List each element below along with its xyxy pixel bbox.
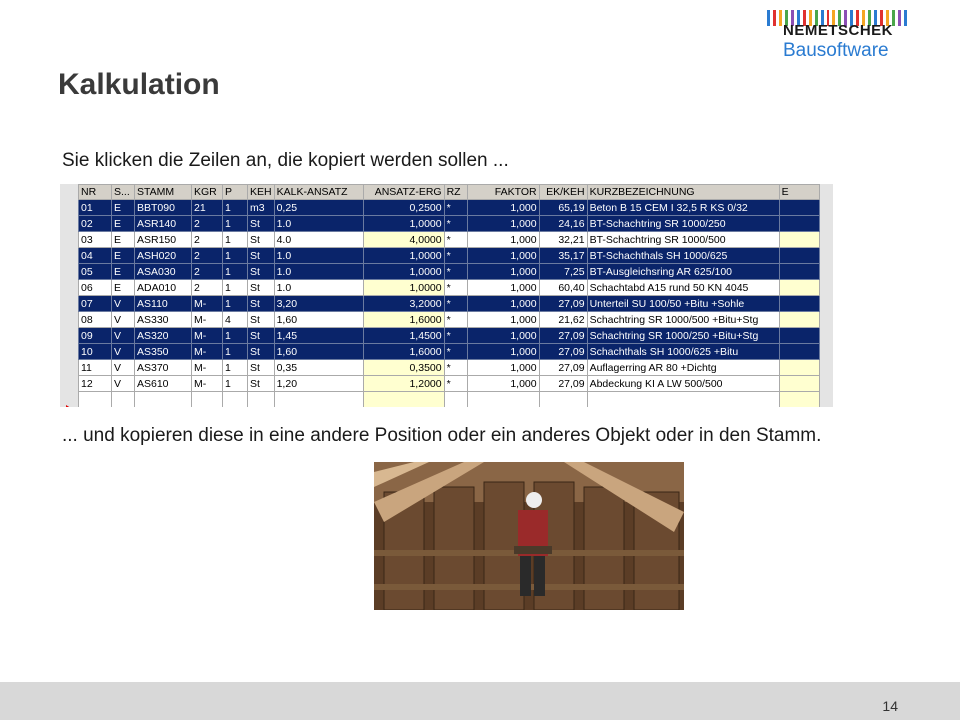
cell-extra[interactable]	[779, 280, 819, 296]
cell-extra[interactable]	[779, 216, 819, 232]
cell-s[interactable]: E	[112, 216, 135, 232]
cell-rz[interactable]: *	[444, 328, 467, 344]
cell-p[interactable]: 1	[223, 360, 248, 376]
cell-kgr[interactable]: 2	[192, 248, 223, 264]
cell-stamm[interactable]: AS350	[135, 344, 192, 360]
column-header[interactable]: NR	[79, 185, 112, 200]
cell-kgr[interactable]: M-	[192, 376, 223, 392]
cell-erg[interactable]: 1,0000	[363, 216, 444, 232]
cell-erg[interactable]: 0,3500	[363, 360, 444, 376]
table-row[interactable]	[79, 328, 820, 344]
grid-header-row	[79, 185, 820, 200]
cell-rz[interactable]: *	[444, 280, 467, 296]
cell-ek[interactable]: 27,09	[539, 344, 587, 360]
cell-erg[interactable]: 1,0000	[363, 248, 444, 264]
cell-keh[interactable]: St	[248, 280, 275, 296]
column-header[interactable]: RZ	[444, 185, 467, 200]
table-row[interactable]	[79, 264, 820, 280]
cell-extra[interactable]	[779, 360, 819, 376]
cell-nr[interactable]: 09	[79, 328, 112, 344]
column-header[interactable]: KEH	[248, 185, 275, 200]
cell-kurz[interactable]: Schachthals SH 1000/625 +Bitu	[587, 344, 779, 360]
cell-faktor[interactable]: 1,000	[467, 360, 539, 376]
page-number: 14	[882, 698, 898, 714]
cell-p[interactable]: 1	[223, 296, 248, 312]
column-header[interactable]: STAMM	[135, 185, 192, 200]
cell-s[interactable]: V	[112, 376, 135, 392]
cell-p[interactable]: 1	[223, 376, 248, 392]
cell-faktor[interactable]: 1,000	[467, 200, 539, 216]
cell-faktor[interactable]: 1,000	[467, 280, 539, 296]
table-row[interactable]	[79, 280, 820, 296]
cell-faktor[interactable]: 1,000	[467, 312, 539, 328]
empty-row	[79, 392, 820, 408]
column-header[interactable]: KGR	[192, 185, 223, 200]
cell-faktor[interactable]: 1,000	[467, 232, 539, 248]
cell-keh[interactable]: m3	[248, 200, 275, 216]
cell-kalk[interactable]: 0,25	[274, 200, 363, 216]
cell-rz[interactable]: *	[444, 248, 467, 264]
cell-kurz[interactable]: Abdeckung KI A LW 500/500	[587, 376, 779, 392]
cell-kalk[interactable]: 1,60	[274, 312, 363, 328]
cell-faktor[interactable]: 1,000	[467, 344, 539, 360]
construction-photo	[374, 462, 684, 610]
cell-stamm[interactable]: AS610	[135, 376, 192, 392]
cell-stamm[interactable]: ASA030	[135, 264, 192, 280]
cell-kalk[interactable]: 3,20	[274, 296, 363, 312]
cell-stamm[interactable]: ASR140	[135, 216, 192, 232]
nemetschek-logo	[757, 0, 911, 68]
cell-p[interactable]: 4	[223, 312, 248, 328]
cell-extra[interactable]	[779, 344, 819, 360]
column-header[interactable]: FAKTOR	[467, 185, 539, 200]
cell-rz[interactable]: *	[444, 376, 467, 392]
outro-text: ... und kopieren diese in eine andere Position oder ein anderes Objekt oder in den Stamm.	[62, 425, 822, 446]
cell-kalk[interactable]: 1.0	[274, 264, 363, 280]
cell-kurz[interactable]: Unterteil SU 100/50 +Bitu +Sohle	[587, 296, 779, 312]
cell-s[interactable]: V	[112, 344, 135, 360]
cell-kgr[interactable]: M-	[192, 360, 223, 376]
cell-s[interactable]: V	[112, 312, 135, 328]
cell-keh[interactable]: St	[248, 264, 275, 280]
cell-stamm[interactable]: AS320	[135, 328, 192, 344]
cell-keh[interactable]: St	[248, 376, 275, 392]
cell-extra[interactable]	[779, 248, 819, 264]
cell-kalk[interactable]: 0,35	[274, 360, 363, 376]
cell-s[interactable]: E	[112, 232, 135, 248]
cell-rz[interactable]: *	[444, 360, 467, 376]
cell-nr[interactable]: 05	[79, 264, 112, 280]
cell-stamm[interactable]: ASH020	[135, 248, 192, 264]
cell-keh[interactable]: St	[248, 232, 275, 248]
cell-kurz[interactable]: BT-Schachtring SR 1000/500	[587, 232, 779, 248]
column-header[interactable]: KURZBEZEICHNUNG	[587, 185, 779, 200]
cell-extra[interactable]	[779, 376, 819, 392]
logo-line2: Bausoftware	[783, 40, 889, 61]
cell-erg[interactable]: 0,2500	[363, 200, 444, 216]
cell-nr[interactable]: 02	[79, 216, 112, 232]
cell-nr[interactable]: 06	[79, 280, 112, 296]
cell-s[interactable]: E	[112, 248, 135, 264]
table-row[interactable]	[79, 216, 820, 232]
column-header[interactable]: E	[779, 185, 819, 200]
cell-kalk[interactable]: 1,45	[274, 328, 363, 344]
cell-s[interactable]: E	[112, 200, 135, 216]
cell-kurz[interactable]: BT-Schachthals SH 1000/625	[587, 248, 779, 264]
cell-kalk[interactable]: 1,60	[274, 344, 363, 360]
cell-p[interactable]: 1	[223, 344, 248, 360]
cell-kurz[interactable]: BT-Ausgleichsring AR 625/100	[587, 264, 779, 280]
intro-text: Sie klicken die Zeilen an, die kopiert werden sollen ...	[62, 150, 509, 171]
cell-faktor[interactable]: 1,000	[467, 216, 539, 232]
cell-faktor[interactable]: 1,000	[467, 264, 539, 280]
logo-bar	[779, 10, 782, 26]
column-header[interactable]: ANSATZ-ERG	[363, 185, 444, 200]
cell-ek[interactable]: 32,21	[539, 232, 587, 248]
cell-erg[interactable]: 1,6000	[363, 344, 444, 360]
logo-line1: NEMETSCHEK	[783, 22, 894, 39]
column-header[interactable]: S...	[112, 185, 135, 200]
cell-s[interactable]: V	[112, 296, 135, 312]
cell-keh[interactable]: St	[248, 344, 275, 360]
grid-table	[78, 184, 820, 407]
cell-rz[interactable]: *	[444, 296, 467, 312]
cell-rz[interactable]: *	[444, 232, 467, 248]
cell-kurz[interactable]: BT-Schachtring SR 1000/250	[587, 216, 779, 232]
cell-ek[interactable]: 24,16	[539, 216, 587, 232]
slide-footer	[0, 682, 960, 720]
cell-kgr[interactable]: M-	[192, 328, 223, 344]
cell-kurz[interactable]: Schachtring SR 1000/500 +Bitu+Stg	[587, 312, 779, 328]
cell-ek[interactable]: 65,19	[539, 200, 587, 216]
column-header[interactable]: KALK-ANSATZ	[274, 185, 363, 200]
logo-bar	[773, 10, 776, 26]
cell-nr[interactable]: 11	[79, 360, 112, 376]
table-row[interactable]	[79, 232, 820, 248]
cell-p[interactable]: 1	[223, 328, 248, 344]
cell-ek[interactable]: 27,09	[539, 328, 587, 344]
column-header[interactable]: P	[223, 185, 248, 200]
logo-bar	[898, 10, 901, 26]
cell-rz[interactable]: *	[444, 216, 467, 232]
cell-rz[interactable]: *	[444, 312, 467, 328]
cell-erg[interactable]: 3,2000	[363, 296, 444, 312]
cell-s[interactable]: E	[112, 264, 135, 280]
cell-nr[interactable]: 04	[79, 248, 112, 264]
cell-kgr[interactable]: M-	[192, 344, 223, 360]
table-row[interactable]	[79, 344, 820, 360]
cell-extra[interactable]	[779, 264, 819, 280]
cell-erg[interactable]: 1,4500	[363, 328, 444, 344]
cell-rz[interactable]: *	[444, 264, 467, 280]
cell-faktor[interactable]: 1,000	[467, 296, 539, 312]
logo-bar	[767, 10, 770, 26]
cell-rz[interactable]: *	[444, 344, 467, 360]
cell-extra[interactable]	[779, 312, 819, 328]
cell-keh[interactable]: St	[248, 312, 275, 328]
cell-keh[interactable]: St	[248, 360, 275, 376]
cell-extra[interactable]	[779, 200, 819, 216]
cell-ek[interactable]: 60,40	[539, 280, 587, 296]
cell-nr[interactable]: 01	[79, 200, 112, 216]
cell-kalk[interactable]: 1.0	[274, 216, 363, 232]
cell-ek[interactable]: 21,62	[539, 312, 587, 328]
cell-ek[interactable]: 27,09	[539, 296, 587, 312]
cell-keh[interactable]: St	[248, 296, 275, 312]
cell-kgr[interactable]: 2	[192, 232, 223, 248]
cell-p[interactable]: 1	[223, 280, 248, 296]
cell-erg[interactable]: 1,2000	[363, 376, 444, 392]
cell-kgr[interactable]: 2	[192, 280, 223, 296]
cell-stamm[interactable]: ADA010	[135, 280, 192, 296]
cell-kurz[interactable]: Schachtabd A15 rund 50 KN 4045	[587, 280, 779, 296]
cell-stamm[interactable]: AS370	[135, 360, 192, 376]
cell-stamm[interactable]: ASR150	[135, 232, 192, 248]
cell-faktor[interactable]: 1,000	[467, 248, 539, 264]
cell-kgr[interactable]: M-	[192, 296, 223, 312]
cell-kalk[interactable]: 1.0	[274, 280, 363, 296]
cell-p[interactable]: 1	[223, 232, 248, 248]
cell-nr[interactable]: 03	[79, 232, 112, 248]
cell-erg[interactable]: 1,0000	[363, 280, 444, 296]
cell-nr[interactable]: 08	[79, 312, 112, 328]
cell-ek[interactable]: 27,09	[539, 360, 587, 376]
cell-rz[interactable]: *	[444, 200, 467, 216]
cell-kurz[interactable]: Schachtring SR 1000/250 +Bitu+Stg	[587, 328, 779, 344]
cell-kgr[interactable]: 21	[192, 200, 223, 216]
cell-erg[interactable]: 4,0000	[363, 232, 444, 248]
table-row[interactable]	[79, 200, 820, 216]
cell-extra[interactable]	[779, 296, 819, 312]
cell-p[interactable]: 1	[223, 200, 248, 216]
current-row-arrow-icon	[66, 405, 74, 407]
table-row[interactable]	[79, 376, 820, 392]
cell-nr[interactable]: 10	[79, 344, 112, 360]
cell-nr[interactable]: 07	[79, 296, 112, 312]
cell-stamm[interactable]: AS330	[135, 312, 192, 328]
cell-ek[interactable]: 35,17	[539, 248, 587, 264]
cell-s[interactable]: E	[112, 280, 135, 296]
cell-extra[interactable]	[779, 232, 819, 248]
cell-p[interactable]: 1	[223, 264, 248, 280]
cell-keh[interactable]: St	[248, 328, 275, 344]
cell-kalk[interactable]: 1,20	[274, 376, 363, 392]
calculation-grid[interactable]	[60, 184, 833, 407]
cell-kurz[interactable]: Beton B 15 CEM I 32,5 R KS 0/32	[587, 200, 779, 216]
cell-s[interactable]: V	[112, 360, 135, 376]
slide-title: Kalkulation	[58, 68, 220, 101]
table-row[interactable]	[79, 360, 820, 376]
table-row[interactable]	[79, 296, 820, 312]
cell-ek[interactable]: 27,09	[539, 376, 587, 392]
cell-kgr[interactable]: M-	[192, 312, 223, 328]
cell-p[interactable]: 1	[223, 248, 248, 264]
cell-ek[interactable]: 7,25	[539, 264, 587, 280]
cell-s[interactable]: V	[112, 328, 135, 344]
cell-keh[interactable]: St	[248, 216, 275, 232]
cell-kalk[interactable]: 4.0	[274, 232, 363, 248]
cell-faktor[interactable]: 1,000	[467, 376, 539, 392]
table-row[interactable]	[79, 248, 820, 264]
column-header[interactable]: EK/KEH	[539, 185, 587, 200]
logo-bar	[904, 10, 907, 26]
cell-kalk[interactable]: 1.0	[274, 248, 363, 264]
cell-p[interactable]: 1	[223, 216, 248, 232]
cell-stamm[interactable]: BBT090	[135, 200, 192, 216]
cell-extra[interactable]	[779, 328, 819, 344]
cell-erg[interactable]: 1,0000	[363, 264, 444, 280]
cell-erg[interactable]: 1,6000	[363, 312, 444, 328]
cell-kgr[interactable]: 2	[192, 264, 223, 280]
cell-keh[interactable]: St	[248, 248, 275, 264]
table-row[interactable]	[79, 312, 820, 328]
cell-faktor[interactable]: 1,000	[467, 328, 539, 344]
cell-nr[interactable]: 12	[79, 376, 112, 392]
cell-stamm[interactable]: AS110	[135, 296, 192, 312]
cell-kurz[interactable]: Auflagerring AR 80 +Dichtg	[587, 360, 779, 376]
cell-kgr[interactable]: 2	[192, 216, 223, 232]
